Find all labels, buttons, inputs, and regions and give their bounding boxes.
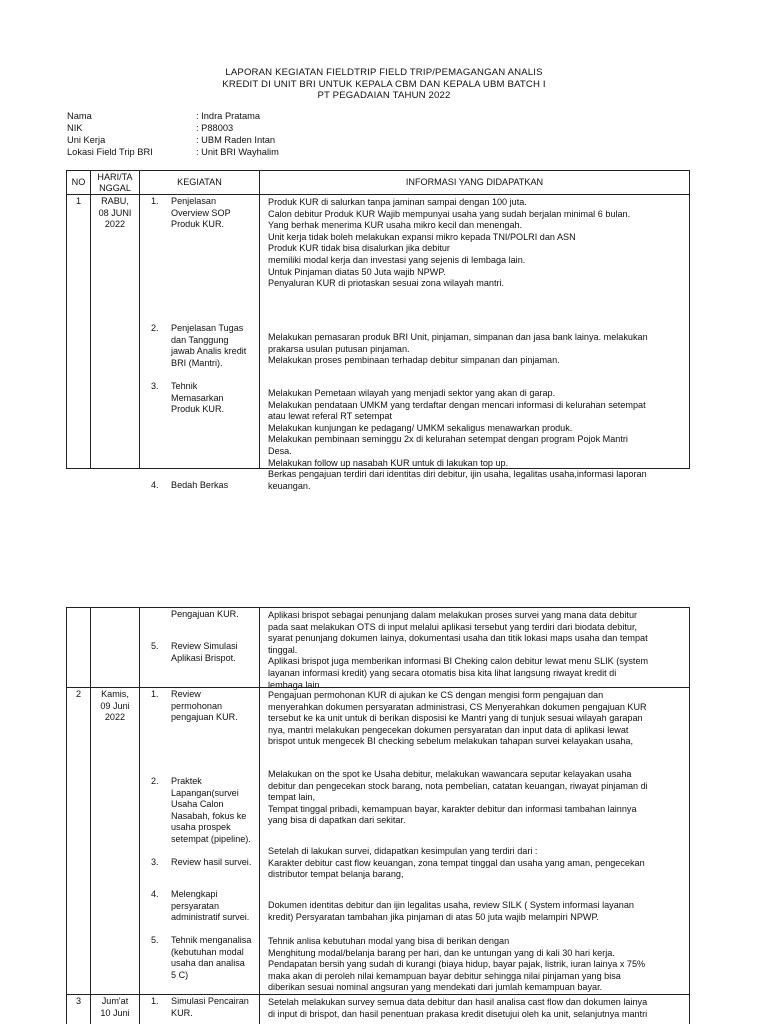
kegiatan-line: dan Tanggung (171, 334, 229, 345)
info-block (268, 769, 683, 827)
reporter-info (67, 111, 279, 159)
kegiatan-line: KUR. (171, 1007, 193, 1018)
info-line: prakarsa usulan putusan pinjaman. (268, 343, 410, 354)
info-line: lembaga lain. (268, 679, 323, 690)
row-info (260, 608, 690, 688)
kegiatan-line: Review Simulasi (171, 641, 238, 651)
meta-label: Lokasi Field Trip BRI (67, 147, 153, 157)
report-title-line-1: LAPORAN KEGIATAN FIELDTRIP FIELD TRIP/PEMAGANGAN ANALIS (225, 67, 543, 78)
row-info (260, 995, 690, 1024)
info-line: Melakukan kunjungan ke pedagang/ UMKM sekaligus menawarkan produk. (268, 422, 573, 433)
table-row (67, 195, 690, 469)
table-row (67, 608, 690, 688)
row-no: 1 (67, 195, 91, 469)
info-line: di input di brispot, dan hasil penentuan prakasa kredit disetujui oleh ka unit, selanjutnya mantri (268, 1008, 648, 1019)
info-line: atau lewat referal RT setempat (268, 411, 393, 422)
header-date-line-2: NGGAL (99, 182, 131, 193)
info-line: nya, mantri melakukan pengecekan dokumen persyaratan dan input data di aplikasi lewat (268, 724, 629, 735)
report-title-line-2: KREDIT DI UNIT BRI UNTUK KEPALA CBM DAN KEPALA UBM BATCH I (222, 78, 546, 90)
kegiatan-line: Nasabah, fokus ke (171, 810, 247, 821)
info-block (268, 997, 683, 1020)
row-info (260, 688, 690, 995)
kegiatan-line: Pengajuan KUR. (171, 609, 239, 619)
info-block (268, 197, 683, 290)
kegiatan-item (140, 889, 259, 924)
info-line: kredit) Persyaratan tambahan jika pinjaman di atas 50 juta wajib melampiri NPWP. (268, 911, 599, 922)
row-no (67, 608, 91, 688)
row-no: 2 (67, 688, 91, 995)
info-line: pada saat melakukan OTS di input melalui aplikasi tersebut yang terdiri dari biodata debitur, (268, 621, 638, 632)
info-line: Berkas pengajuan terdiri dari identitas diri debitur, ijin usaha, legalitas usaha,informasi laporan (268, 469, 647, 479)
kegiatan-line: Melengkapi (171, 889, 218, 899)
kegiatan-line: BRI (Mantri). (171, 357, 223, 368)
kegiatan-line: Tehnik menganalisa (171, 935, 252, 945)
row-date-line-2: 08 JUNI (98, 207, 132, 218)
meta-value: : Unit BRI Wayhalim (196, 147, 279, 157)
info-line: yang bisa di dapatkan dari sekitar. (268, 815, 406, 826)
info-line: Produk KUR tidak bisa disalurkan jika debitur (268, 243, 450, 254)
kegiatan-line: Penjelasan (171, 196, 216, 206)
kegiatan-item (140, 935, 259, 981)
row-info (260, 195, 690, 491)
info-block (268, 610, 683, 691)
kegiatan-line: Produk KUR. (171, 404, 225, 415)
kegiatan-item (140, 196, 259, 231)
kegiatan-line: jawab Analis kredit (171, 346, 247, 357)
kegiatan-line: setempat (pipeline). (171, 833, 251, 844)
meta-row-name (67, 111, 279, 123)
info-line: Menghitung modal/belanja barang per hari, dan ke untungan yang di kali 30 hari kerja. (268, 947, 615, 958)
kegiatan-item (140, 609, 259, 621)
meta-row-location (67, 147, 279, 159)
kegiatan-line: Memasarkan (171, 392, 224, 403)
row-date (91, 608, 140, 688)
kegiatan-number: 3. (151, 381, 159, 391)
row-date-line-1: Kamis, (101, 689, 129, 699)
info-block (268, 936, 683, 994)
row-no: 3 (67, 995, 91, 1024)
kegiatan-line: Praktek (171, 776, 202, 786)
info-line: Setelah di lakukan survei, didapatkan kesimpulan yang terdiri dari : (268, 846, 538, 856)
kegiatan-line: (kebutuhan modal (171, 946, 244, 957)
kegiatan-line: Review hasil survei. (171, 857, 252, 867)
kegiatan-line: Tehnik (171, 381, 198, 391)
kegiatan-line: Lapangan(survei (171, 787, 239, 798)
meta-value: : Indra Pratama (196, 111, 261, 121)
info-line: Untuk Pinjaman diatas 50 Juta wajib NPWP. (268, 266, 446, 277)
meta-row-nik (67, 123, 279, 135)
header-date-line-1: HARI/TA (97, 171, 133, 182)
row-date-line-1: RABU, (101, 196, 129, 206)
table-row (67, 995, 690, 1024)
kegiatan-number: 4. (151, 480, 159, 490)
kegiatan-line: administratif survei. (171, 912, 250, 923)
kegiatan-number: 4. (151, 889, 159, 899)
kegiatan-line: 5 C) (171, 969, 189, 980)
info-block (268, 846, 683, 881)
meta-value: : UBM Raden Intan (196, 135, 276, 145)
row-kegiatan (140, 195, 260, 490)
kegiatan-line: permohonan (171, 700, 223, 711)
row-kegiatan (140, 995, 260, 1024)
row-date-line-2: 09 Juni (100, 700, 130, 711)
kegiatan-line: Review (171, 689, 201, 699)
report-title-line-3: PT PEGADAIAN TAHUN 2022 (317, 90, 451, 102)
report-title (0, 67, 768, 102)
info-line: Penyaluran KUR di priotaskan sesuai zona wilayah mantri. (268, 278, 505, 289)
kegiatan-item (140, 480, 259, 492)
info-block (268, 690, 683, 748)
kegiatan-number: 2. (151, 323, 159, 333)
info-block (268, 332, 683, 367)
kegiatan-item (140, 381, 259, 416)
info-line: tersebut ke ka unit untuk di berikan disposisi ke Mantri yang di tunjuk sesuai wilayah garapan (268, 713, 643, 724)
info-line: layanan informasi kredit) yang secara otomatis bisa kita lihat langsung riwayat kredit di (268, 667, 617, 678)
kegiatan-item (140, 689, 259, 724)
info-line: Tempat tinggal pribadi, kemampuan bayar, karakter debitur dan informasi tambahan lainnya (268, 803, 637, 814)
meta-label: Nama (67, 111, 92, 121)
info-line: Melakukan follow up nasabah KUR untuk di lakukan top up. (268, 457, 509, 468)
info-line: Melakukan pembinaan seminggu 2x di kelurahan setempat dengan program Pojok Mantri (268, 434, 628, 445)
meta-label: Uni Kerja (67, 135, 106, 145)
info-line: menyerahkan dokumen persyaratan administrasi, CS Menyerahkan dokumen pengajuan KUR (268, 701, 647, 712)
info-line: Desa. (268, 445, 292, 456)
meta-row-unit (67, 135, 279, 147)
info-line: Setelah melakukan survey semua data debitur dan hasil analisa cast flow dan dokumen lainya (268, 997, 648, 1007)
row-date (91, 995, 140, 1024)
info-line: keuangan. (268, 480, 311, 491)
info-line: distributor tempat belanja barang, (268, 869, 404, 880)
table-header-row (67, 171, 690, 195)
info-block (268, 469, 683, 492)
meta-label: NIK (67, 123, 83, 133)
info-line: Melakukan pemasaran produk BRI Unit, pinjaman, simpanan dan jasa bank lainya. melakukan (268, 332, 648, 342)
kegiatan-number (140, 609, 171, 621)
row-date-line-3: 2022 (104, 712, 126, 723)
kegiatan-line: Usaha Calon (171, 799, 224, 810)
info-block (268, 900, 683, 923)
info-line: maka akan di peroleh nilai kemampuan bayar debitur sehingga nilai pinjaman yang bisa (268, 970, 621, 981)
kegiatan-number: 5. (151, 935, 159, 945)
kegiatan-item (140, 323, 259, 369)
activity-table-page-2 (66, 607, 690, 1024)
kegiatan-line: Produk KUR. (171, 219, 225, 230)
kegiatan-number: 3. (151, 857, 159, 867)
info-line: Melakukan pendataan UMKM yang terdaftar dengan mencari informasi di kelurahan setempat (268, 399, 646, 410)
kegiatan-line: Bedah Berkas (171, 480, 229, 490)
info-line: Dokumen identitas debitur dan ijin legalitas usaha, review SILK ( System informasi layanan (268, 900, 634, 910)
row-kegiatan (140, 608, 260, 688)
row-kegiatan (140, 688, 260, 995)
kegiatan-item (140, 857, 259, 869)
info-line: Melakukan Pemetaan wilayah yang menjadi sektor yang akan di garap. (268, 388, 556, 398)
info-line: Aplikasi brispot juga memberikan informasi BI Cheking calon debitur lewat menu SLIK (system (268, 656, 649, 667)
info-line: Unit kerja tidak boleh melakukan expansi mikro kepada TNI/POLRI dan ASN (268, 231, 576, 242)
info-line: Calon debitur Produk KUR Wajib mempunyai usaha yang sudah berjalan minimal 6 bulan. (268, 208, 631, 219)
info-line: tempat lain, (268, 792, 316, 803)
kegiatan-number: 5. (151, 641, 159, 651)
info-line: Aplikasi brispot sebagai penunjang dalam melakukan proses survei yang mana data debitur (268, 610, 638, 620)
info-line: Melakukan on the spot ke Usaha debitur, melakukan wawancara seputar kelayakan usaha (268, 769, 632, 779)
kegiatan-line: persyaratan (171, 900, 220, 911)
kegiatan-item (140, 641, 259, 664)
kegiatan-line: Aplikasi Brispot. (171, 652, 236, 663)
row-date-line-2: 10 Juni (100, 1007, 130, 1018)
row-date-line-3: 2022 (104, 219, 126, 230)
row-date-line-1: Jum'at (101, 996, 129, 1006)
info-line: diberikan sesuai nominal angsuran yang mendekati dari jumlah kemampuan bayar. (268, 982, 603, 993)
kegiatan-line: Overview SOP (171, 207, 231, 218)
header-kegiatan: KEGIATAN (140, 171, 260, 195)
kegiatan-item (140, 776, 259, 846)
kegiatan-number: 1. (151, 196, 159, 206)
info-block (268, 388, 683, 469)
header-info: INFORMASI YANG DIDAPATKAN (260, 171, 690, 195)
kegiatan-line: usaha dan analisa (171, 958, 245, 969)
kegiatan-number: 2. (151, 776, 159, 786)
kegiatan-line: Simulasi Pencairan (171, 996, 249, 1006)
info-line: Melakukan proses pembinaan terhadap debitur simpanan dan pinjaman. (268, 355, 560, 366)
info-line: Pengajuan permohonan KUR di ajukan ke CS dengan mengisi form pengajuan dan (268, 690, 604, 700)
kegiatan-number: 1. (151, 996, 159, 1006)
activity-table-page-1 (66, 170, 690, 491)
table-row (67, 688, 690, 995)
info-line: Produk KUR di salurkan tanpa jaminan sampai dengan 100 juta. (268, 197, 527, 207)
header-no: NO (67, 171, 91, 195)
info-line: debitur dan pengecekan stock barang, nota pembelian, catatan keuangan, riwayat pinjaman di (268, 780, 648, 791)
info-line: syarat penunjang dokumen lainya, dokumentasi usaha dan titik lokasi maps usaha dan tempat (268, 633, 648, 644)
kegiatan-line: usaha prospek (171, 822, 231, 833)
kegiatan-line: pengajuan KUR. (171, 712, 238, 723)
info-line: memiliki modal kerja dan investasi yang sejenis di lembaga lain. (268, 254, 526, 265)
info-line: Pendapatan bersih yang sudah di kurangi (biaya hidup, bayar pajak, listrik, iuran lainya x 75% (268, 959, 646, 970)
info-line: Yang berhak menerima KUR usaha mikro kecil dan menengah. (268, 220, 523, 231)
info-line: Tehnik anlisa kebutuhan modal yang bisa di berikan dengan (268, 936, 510, 946)
row-date (91, 688, 140, 995)
header-date (91, 171, 140, 195)
kegiatan-item (140, 996, 259, 1019)
row-date (91, 195, 140, 469)
info-line: Karakter debitur cast flow keuangan, zona tempat tinggal dan usaha yang aman, pengecekan (268, 857, 645, 868)
kegiatan-line: Penjelasan Tugas (171, 323, 244, 333)
info-line: brispot untuk mengecek BI checking sebelum melakukan tahapan survei kelayakan usaha, (268, 736, 633, 747)
meta-value: : P88003 (196, 123, 234, 133)
info-line: tinggal. (268, 644, 298, 655)
kegiatan-number: 1. (151, 689, 159, 699)
